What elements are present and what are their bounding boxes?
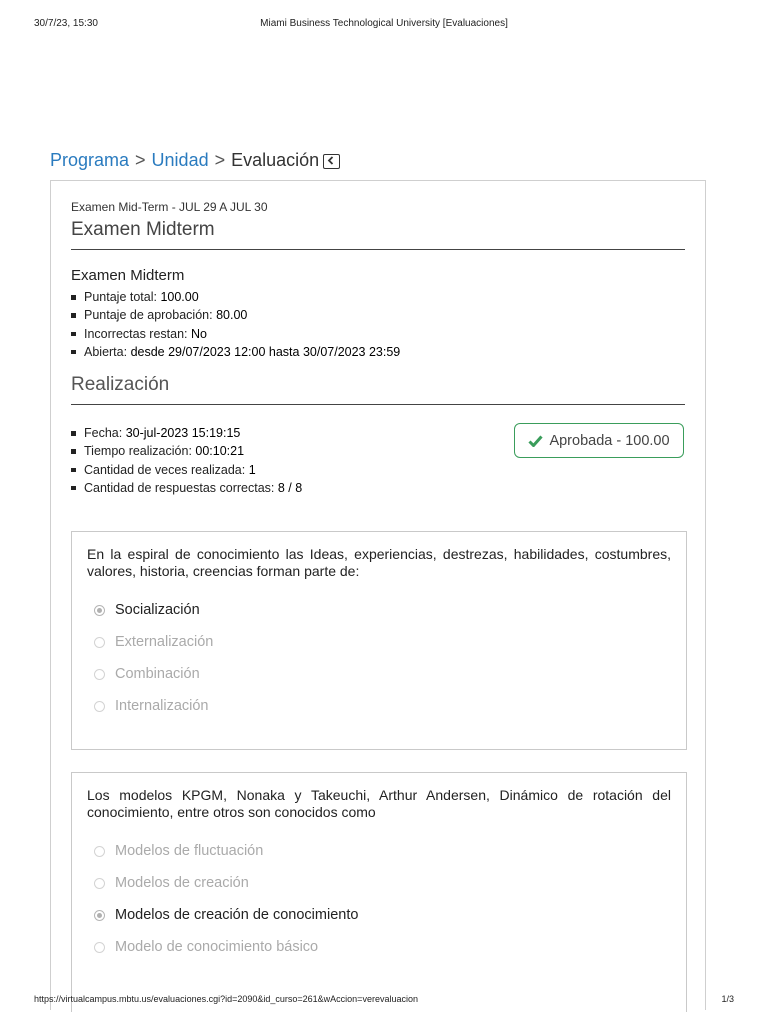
- exam-info-list: [71, 288, 400, 361]
- breadcrumb-current: Evaluación: [231, 149, 320, 170]
- exam-subtitle: Examen Mid-Term - JUL 29 A JUL 30: [71, 200, 268, 214]
- radio-unselected[interactable]: [94, 637, 105, 648]
- print-header: [34, 18, 734, 32]
- list-item: Cantidad de veces realizada: 1: [71, 461, 302, 479]
- breadcrumb-separator: >: [135, 149, 146, 170]
- print-page-title: Miami Business Technological University [Evaluaciones]: [260, 18, 508, 29]
- back-arrow-icon[interactable]: [323, 154, 340, 169]
- realizacion-list: [71, 424, 302, 497]
- answer-option[interactable]: Combinación: [94, 664, 200, 684]
- breadcrumb-unidad-link[interactable]: Unidad: [151, 149, 209, 170]
- status-badge: [514, 423, 684, 458]
- radio-unselected[interactable]: [94, 942, 105, 953]
- answer-option[interactable]: Modelos de creación de conocimiento: [94, 905, 358, 925]
- list-item: Puntaje total: 100.00: [71, 288, 400, 306]
- question-card: [71, 531, 687, 750]
- exam-info-title: Examen Midterm: [71, 267, 185, 284]
- status-badge-text: Aprobada - 100.00: [549, 432, 670, 449]
- list-item: Abierta: desde 29/07/2023 12:00 hasta 30/07/2023 23:59: [71, 343, 400, 361]
- title-divider: [71, 249, 685, 250]
- print-datetime: 30/7/23, 15:30: [34, 18, 98, 29]
- question-text: Los modelos KPGM, Nonaka y Takeuchi, Arthur Andersen, Dinámico de rotación del conocimiento, entre otros son conocidos como: [87, 787, 671, 820]
- answer-option[interactable]: Externalización: [94, 632, 213, 652]
- question-card: [71, 772, 687, 1012]
- answer-option[interactable]: Socialización: [94, 600, 200, 620]
- breadcrumb-separator: >: [214, 149, 226, 170]
- answer-option[interactable]: Modelos de creación: [94, 873, 249, 893]
- print-footer: [34, 994, 734, 1008]
- radio-unselected[interactable]: [94, 701, 105, 712]
- print-url: https://virtualcampus.mbtu.us/evaluaciones.cgi?id=2090&id_curso=261&wAccion=verevaluacion: [34, 994, 418, 1004]
- check-icon: [528, 435, 543, 447]
- section-divider: [71, 404, 685, 405]
- answer-option[interactable]: Modelos de fluctuación: [94, 841, 263, 861]
- realizacion-title: Realización: [71, 374, 170, 395]
- answer-option[interactable]: Modelo de conocimiento básico: [94, 937, 318, 957]
- radio-unselected[interactable]: [94, 669, 105, 680]
- exam-title: Examen Midterm: [71, 219, 215, 240]
- evaluation-card: [50, 180, 706, 1010]
- radio-selected[interactable]: [94, 605, 105, 616]
- answer-option[interactable]: Internalización: [94, 696, 209, 716]
- list-item: Cantidad de respuestas correctas: 8 / 8: [71, 479, 302, 497]
- breadcrumb: [50, 148, 340, 172]
- list-item: Tiempo realización: 00:10:21: [71, 442, 302, 460]
- radio-unselected[interactable]: [94, 878, 105, 889]
- radio-selected[interactable]: [94, 910, 105, 921]
- question-text: En la espiral de conocimiento las Ideas, experiencias, destrezas, habilidades, costumbres, valores, historia, creencias forman parte de:: [87, 546, 671, 579]
- page-number: 1/3: [721, 994, 734, 1004]
- breadcrumb-programa-link[interactable]: Programa: [50, 149, 130, 170]
- radio-unselected[interactable]: [94, 846, 105, 857]
- list-item: Puntaje de aprobación: 80.00: [71, 306, 400, 324]
- list-item: Fecha: 30-jul-2023 15:19:15: [71, 424, 302, 442]
- list-item: Incorrectas restan: No: [71, 325, 400, 343]
